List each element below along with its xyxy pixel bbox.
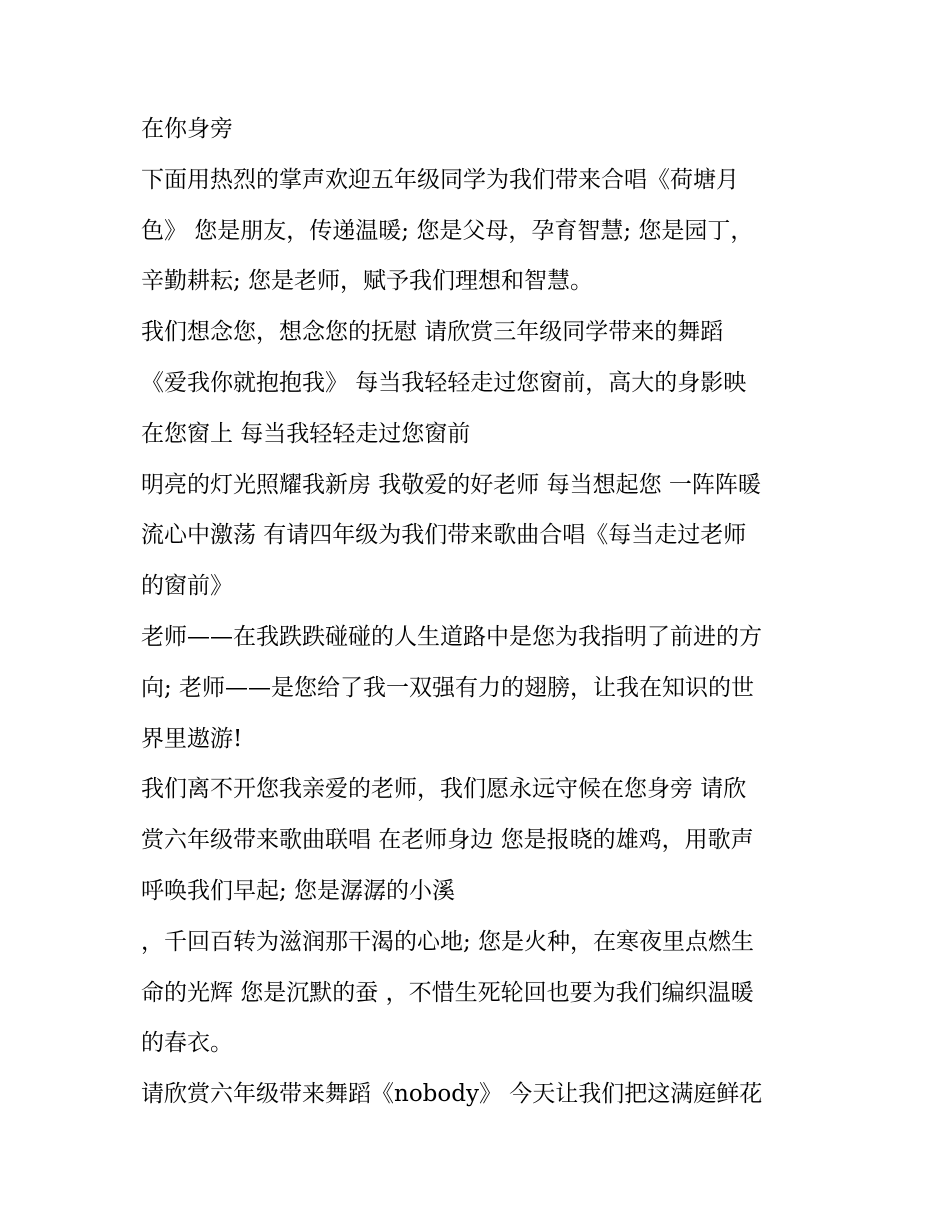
text-line-6: 《爱我你就抱抱我》 每当我轻轻走过您窗前，高大的身影映 — [141, 369, 747, 396]
text-line-12: 向; 老师——是您给了我一双强有力的翅膀，让我在知识的世 — [141, 674, 755, 701]
text-line-14: 我们离不开您我亲爱的老师，我们愿永远守候在您身旁 请欣 — [141, 776, 747, 803]
text-line-19: 的春衣。 — [141, 1030, 233, 1057]
text-line-8: 明亮的灯光照耀我新房 我敬爱的好老师 每当想起您 一阵阵暖 — [141, 471, 761, 498]
text-line-15: 赏六年级带来歌曲联唱 在老师身边 您是报晓的雄鸡，用歌声 — [141, 827, 754, 854]
text-line-20: 请欣赏六年级带来舞蹈《nobody》 今天让我们把这满庭鲜花 — [141, 1081, 763, 1108]
text-line-9: 流心中激荡 有请四年级为我们带来歌曲合唱《每当走过老师 — [141, 522, 747, 549]
text-line-16: 呼唤我们早起; 您是潺潺的小溪 — [141, 877, 456, 904]
text-line-7: 在您窗上 每当我轻轻走过您窗前 — [141, 420, 471, 447]
text-line-4: 辛勤耕耘; 您是老师，赋予我们理想和智慧。 — [141, 268, 594, 295]
text-line-10: 的窗前》 — [141, 573, 233, 600]
text-line-17: ，千回百转为滋润那干渴的心地; 您是火种，在寒夜里点燃生 — [141, 928, 755, 955]
text-line-3: 色》 您是朋友，传递温暖; 您是父母，孕育智慧; 您是园丁， — [141, 217, 754, 244]
text-line-5: 我们想念您，想念您的抚慰 请欣赏三年级同学带来的舞蹈 — [141, 319, 724, 346]
text-line-2: 下面用热烈的掌声欢迎五年级同学为我们带来合唱《荷塘月 — [141, 166, 739, 193]
text-line-18: 命的光辉 您是沉默的蚕 ，不惜生死轮回也要为我们编织温暖 — [141, 979, 754, 1006]
document-body — [141, 108, 821, 1124]
text-line-13: 界里遨游! — [141, 725, 243, 752]
text-line-1: 在你身旁 — [141, 116, 233, 142]
text-line-11: 老师——在我跌跌碰碰的人生道路中是您为我指明了前进的方 — [141, 623, 762, 650]
